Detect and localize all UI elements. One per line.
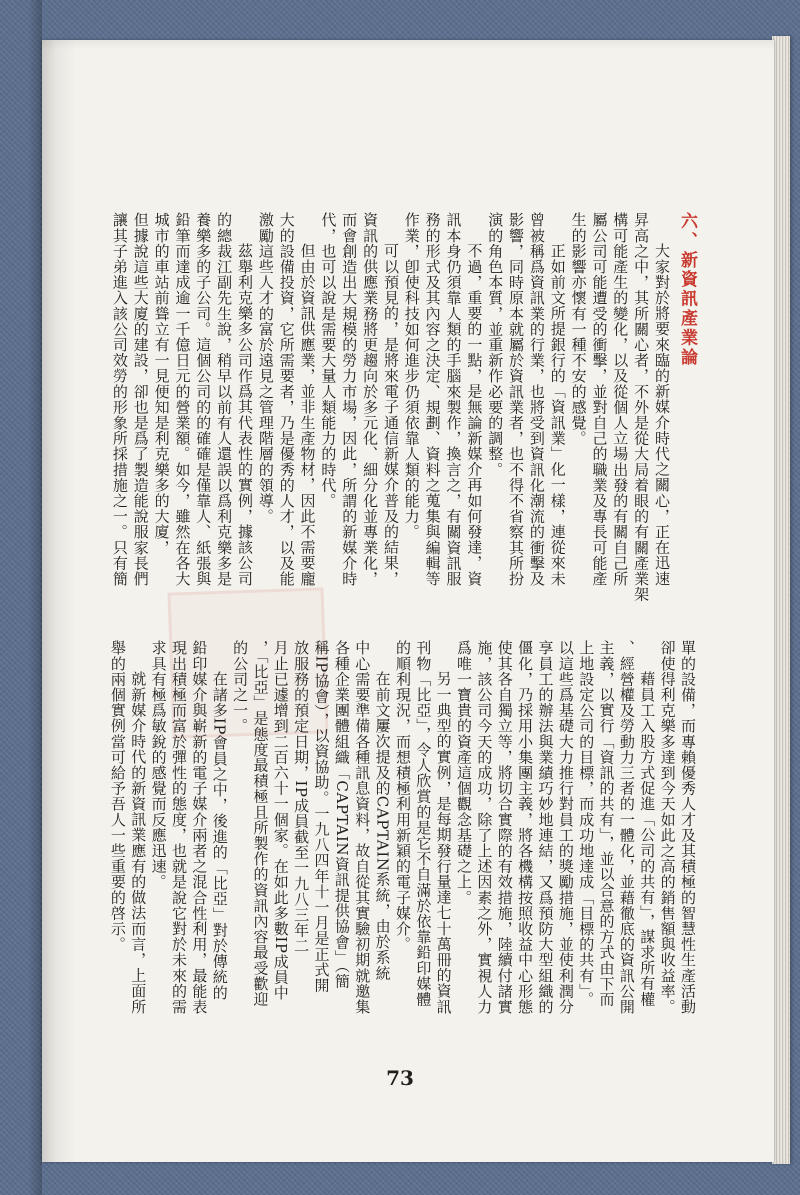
text-column: 另一典型的實例，是每期發行量達七十萬冊的資訊 xyxy=(434,671,453,1015)
text-column: 月止已遽增到二百六十一個家。在如此多數IP成員中 xyxy=(271,640,290,1001)
text-column: 代，也可以說是需要大量人類能力的時代。 xyxy=(319,212,338,509)
text-column: 爲唯一寶貴的資產這個觀念基礎之上。 xyxy=(455,640,474,906)
text-column: 演的角色本質，並重新作必要的調整。 xyxy=(486,212,505,478)
text-column: 的總裁江副先生說，稍早以前有人還誤以爲利克樂多是 xyxy=(215,212,234,587)
text-column: ，「比亞」是態度最積極且所製作的資訊內容最受歡迎 xyxy=(251,640,270,1007)
text-column: 上地設定公司的目標，而成功地達成「目標的共有」。 xyxy=(577,640,596,1007)
text-column: 生的影響亦懷有一種不安的感覺。 xyxy=(569,212,588,446)
text-column: 卻使得利克樂多達到今天如此之高的銷售額與收益率。 xyxy=(658,640,677,1015)
text-column: 鉛筆而達成逾一千億日元的營業額。如今，雖然在各大 xyxy=(173,212,192,587)
text-column: 訊本身仍須靠人類的手腦來製作，換言之，有關資訊服 xyxy=(444,212,463,587)
text-column: 單的設備，而專賴優秀人才及其積極的智慧性生產活動 xyxy=(679,640,697,1015)
text-column: 曾被稱爲資訊業的行業，也將受到資訊化潮流的衝擊及 xyxy=(527,212,546,587)
text-column: 激勵這些人才的富於遠見之管理階層的領導。 xyxy=(256,212,275,524)
text-column: 正如前文所提銀行的「資訊業」化一樣，連從來未 xyxy=(548,243,567,587)
text-column: 求具有極爲敏銳的感覺而反應迅速。 xyxy=(149,640,168,890)
text-column: 而會創造出大規模的勞力市場，因此，所謂的新媒介時 xyxy=(340,212,359,587)
text-column: 的順利現況，而想積極利用新穎的電子媒介。 xyxy=(393,640,412,952)
text-column: 可以預見的，是將來電子通信新媒介普及的結果， xyxy=(381,243,400,587)
text-column: 鉛印媒介與嶄新的電子媒介兩者之混合性利用，最能表 xyxy=(190,640,209,1015)
text-column: 屬公司可能遭受的衝擊，並對自己的職業及專長可能產 xyxy=(590,212,609,587)
text-column: 舉的兩個實例當可給予吾人一些重要的啓示。 xyxy=(108,640,127,952)
text-column: 主義，以實行「資訊的共有」，並以合意的方式由下而 xyxy=(597,640,616,1007)
text-column: 就新媒介時代的新資訊業應有的做法而言，上面所 xyxy=(129,671,148,1015)
text-column: 不過，重要的一點，是無論新媒介再如何發達，資 xyxy=(465,243,484,587)
text-column: 的公司之一。 xyxy=(231,640,250,734)
text-column: 僵化，乃採用小集團主義，將各機構按照收益中心形態 xyxy=(516,640,535,1015)
text-column: 享員工的辦法與業績巧妙地連結，又爲預防大型組織的 xyxy=(536,640,555,1015)
text-column: 茲舉利克樂多公司作爲其代表性的實例，據該公司 xyxy=(236,243,254,587)
text-column: 在諸多IP會員之中，後進的「比亞」對於傳統的 xyxy=(210,671,229,1001)
page-edges xyxy=(772,36,790,1164)
text-column: 在前文屢次提及的CAPTAIN系統，由於系統 xyxy=(373,671,392,981)
page-number: 73 xyxy=(386,1066,414,1090)
text-column: 各種企業團體組織「CAPTAIN資訊提供協會」（簡 xyxy=(332,640,351,989)
text-column: 讓其子弟進入該公司效勞的形象所採措施之一。只有簡 xyxy=(110,212,129,587)
text-column: 藉員工入股方式促進「公司的共有」，謀求所有權 xyxy=(638,671,657,1007)
text-column: 施，該公司今天的成功，除了上述因素之外，實視人力 xyxy=(475,640,494,1015)
text-column: 作業，卽使科技如何進步仍須依靠人類的能力。 xyxy=(402,212,421,540)
text-column: 中心需要準備各種訊息資料，故自從其實驗初期就邀集 xyxy=(353,640,372,1015)
text-column: 稱IP協會），以資協助。一九八四年十一月是正式開 xyxy=(312,640,331,993)
text-column: 資訊的供應業務將更趨向於多元化、細分化並專業化， xyxy=(361,212,380,587)
text-column: 大家對於將要來臨的新媒介時代之關心，正在迅速 xyxy=(653,243,671,587)
text-column: 以這些爲基礎大力推行對員工的獎勵措施，並使利潤分 xyxy=(556,640,575,1015)
text-column: 昇高之中，其所關心者，不外是從大局着眼的有關產業架 xyxy=(632,212,651,602)
text-column: 務的形式及其內容之決定、規劃、資料之蒐集與編輯等 xyxy=(423,212,442,587)
text-column: 但由於資訊供應業，並非生產物材，因此不需要龐 xyxy=(298,243,317,587)
text-column: 使其各自獨立等，將切合實際的有效措施，陸續付諸實 xyxy=(495,640,514,1015)
section-heading: 六、新資訊產業論 xyxy=(677,212,697,368)
book-hinge-shadow xyxy=(28,0,42,1195)
text-column: 刊物「比亞」，令人欣賞的是它不自滿於依靠鉛印媒體 xyxy=(414,640,433,1007)
text-column: 放服務的預定日期，IP成員截至一九八三年二 xyxy=(292,640,311,954)
text-column: 構可能產生的變化，以及從個人立場出發的有關自己所 xyxy=(611,212,630,587)
text-column: 現出積極而富於彈性的態度，也就是說它對於未來的需 xyxy=(170,640,188,1015)
text-column: 影響，同時原本就屬於資訊業者，也不得不省察其所扮 xyxy=(507,212,526,587)
text-column: 但據說這些大廈的建設，卻也是爲了製造能說服家長們 xyxy=(131,212,150,587)
text-column: 、經營權及勞動力三者的一體化，並藉徹底的資訊公開 xyxy=(617,640,636,1015)
text-column: 大的設備投資，它所需要者，乃是優秀的人才，以及能 xyxy=(277,212,296,587)
text-column: 養樂多的子公司。這個公司的的確確是僅靠人、紙張與 xyxy=(194,212,213,587)
text-column: 城市的車站前聳立有一見便知是利克樂多的大廈， xyxy=(152,212,171,556)
